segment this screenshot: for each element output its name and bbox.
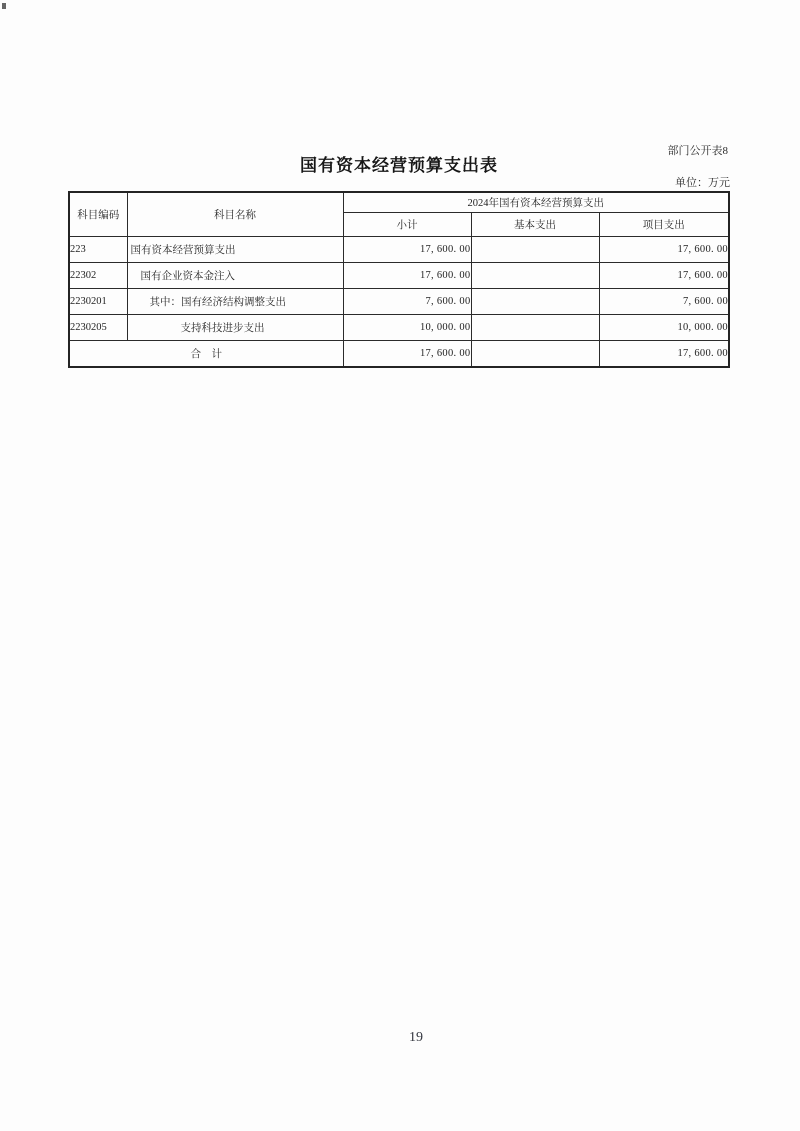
cell-total-basic [471,341,599,368]
table-row [69,315,729,341]
page-number: 19 [409,1030,423,1045]
cell-code: 223 [69,237,127,263]
cell-subtotal: 17, 600. 00 [343,263,471,289]
cell-name: 支持科技进步支出 [127,315,343,341]
table-row [69,237,729,263]
cell-code: 2230205 [69,315,127,341]
cell-name: 国有企业资本金注入 [127,263,343,289]
page-title: 国有资本经营预算支出表 [300,156,498,175]
cell-basic [471,289,599,315]
cell-name: 国有资本经营预算支出 [127,237,343,263]
cell-project: 7, 600. 00 [599,289,729,315]
cell-subtotal: 7, 600. 00 [343,289,471,315]
table-row [69,289,729,315]
table-total-row [69,341,729,368]
cell-name: 其中：国有经济结构调整支出 [127,289,343,315]
header-basic-expenditure: 基本支出 [471,213,599,237]
header-project-expenditure: 项目支出 [599,213,729,237]
cell-total-label: 合 计 [69,341,343,368]
cell-code: 2230201 [69,289,127,315]
cell-subtotal: 17, 600. 00 [343,237,471,263]
cell-basic [471,237,599,263]
corner-table-label: 部门公开表8 [667,145,728,157]
cell-project: 10, 000. 00 [599,315,729,341]
unit-label: 单位：万元 [675,177,730,189]
cell-project: 17, 600. 00 [599,263,729,289]
header-subject-code: 科目编码 [69,192,127,237]
budget-expenditure-table [68,191,730,368]
cell-subtotal: 10, 000. 00 [343,315,471,341]
cell-total-subtotal: 17, 600. 00 [343,341,471,368]
table-header-row-1 [69,192,729,213]
cell-basic [471,315,599,341]
header-subtotal: 小计 [343,213,471,237]
scan-artifact [2,3,6,9]
cell-project: 17, 600. 00 [599,237,729,263]
cell-code: 22302 [69,263,127,289]
header-budget-group: 2024年国有资本经营预算支出 [343,192,729,213]
table-row [69,263,729,289]
cell-total-project: 17, 600. 00 [599,341,729,368]
header-subject-name: 科目名称 [127,192,343,237]
cell-basic [471,263,599,289]
